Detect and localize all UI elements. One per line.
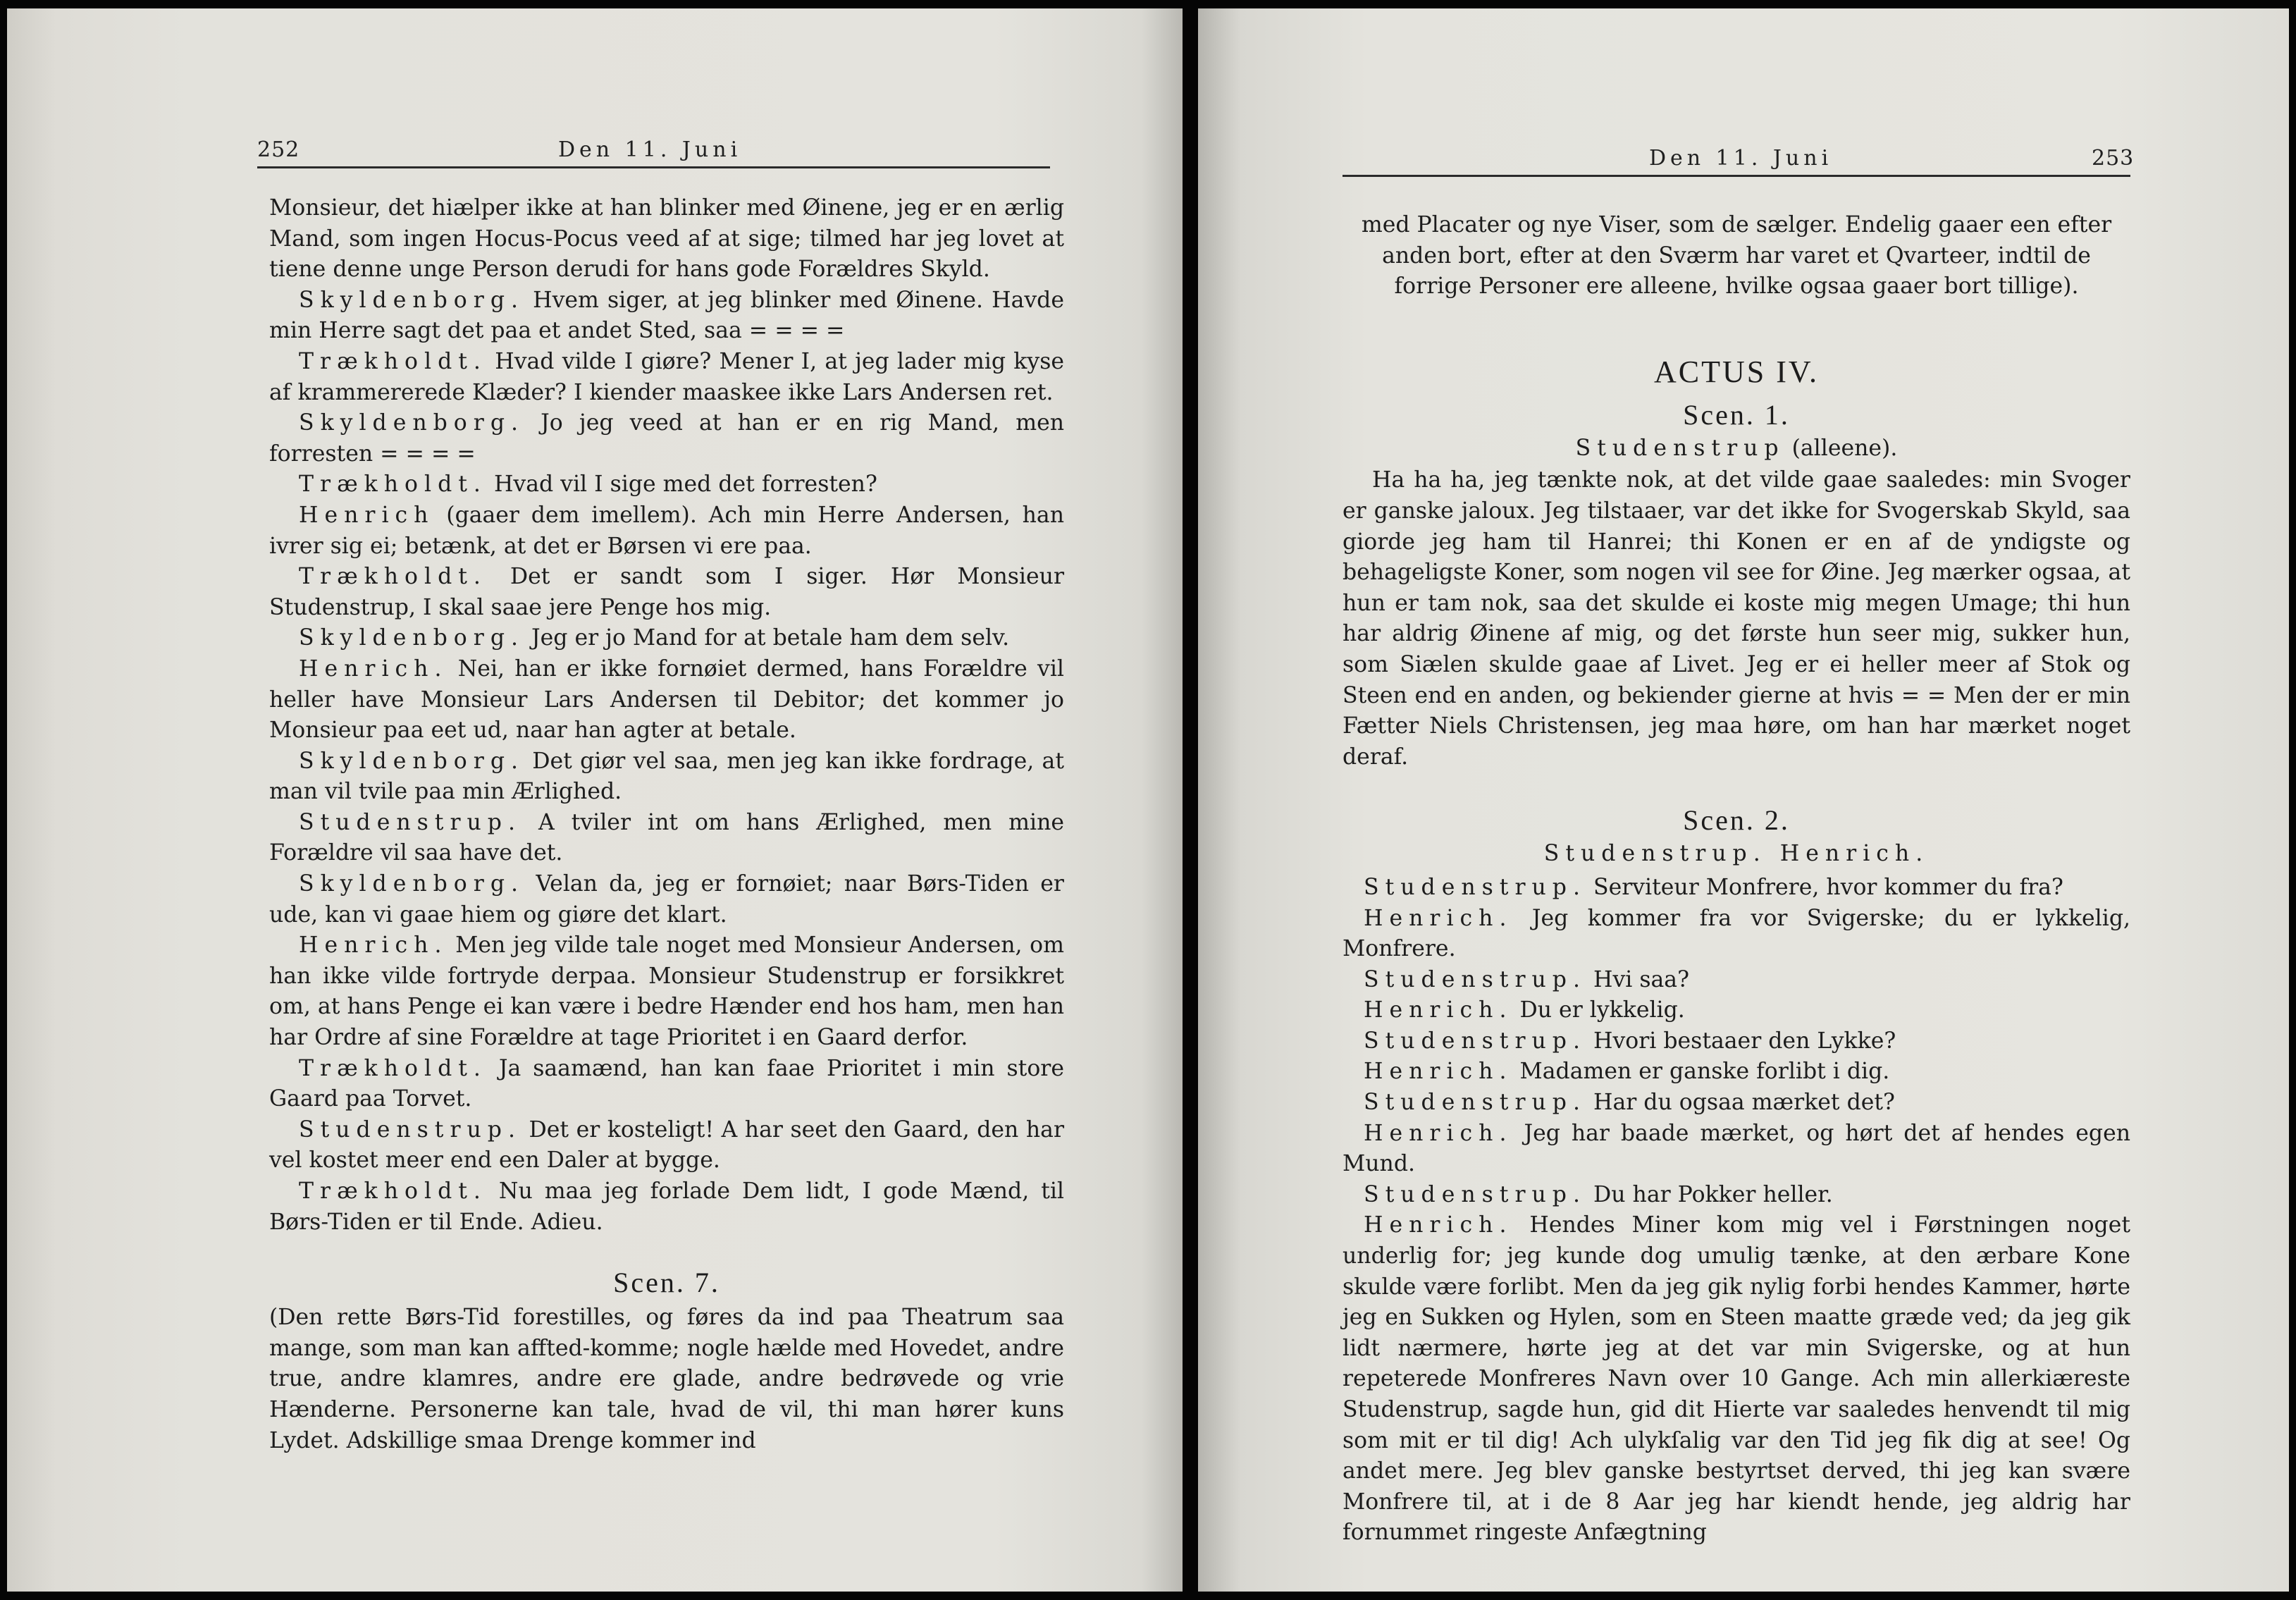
speaker-name: Studenstrup. (1364, 966, 1586, 992)
line-text: Hvad vil I sige med det forresten? (493, 472, 877, 498)
line-text: Hendes Miner kom mig vel i Førstningen noget underlig for; jeg kunde dog umulig tænke, at den ærbare Kone skulde være forlibt. Men da jeg gik nylig forbi hendes Kammer, hørte jeg en Sukken og Hylen, som en Steen maatte græde ved; da jeg gik lidt nærmere, hørte jeg at det var min Svigerske, og at hun repeterede Monfreres Navn over 10 Gange. Ach min allerkiæreste Studenstrup, sagde hun, gid dit Hierte var saaledes henvendt til mig som mit er til dig! Ach ulykſalig var den Tid jeg fik dig at see! Og andet mere. Jeg blev ganske bestyrtset derved, thi jeg kan svære Monfrere til, at i de 8 Aar jeg har kiendt hende, jeg aldrig har fornummet ringeste Anfægtning (1343, 1212, 2130, 1546)
line-text: Jeg er jo Mand for at betale ham dem selv. (531, 625, 1010, 651)
dialog-paragraph (1343, 1210, 2130, 1549)
line-text: Det giør vel saa, men jeg kan ikke fordrage, at man vil tvile paa min Ærlighed. (269, 748, 1065, 805)
running-title: Den 11. Juni (558, 137, 742, 162)
dialog-paragraph (1343, 1088, 2130, 1119)
speaker-name: Henrich. (299, 656, 448, 682)
header-rule (257, 166, 1050, 168)
scene-1-cast-name: Studenstrup (1575, 435, 1785, 461)
dialog-paragraph (1343, 873, 2130, 904)
left-paragraph (269, 1115, 1064, 1176)
dialog-paragraph (1343, 995, 2130, 1026)
speaker-name: Henrich. (1364, 997, 1513, 1023)
left-paragraph (269, 746, 1064, 808)
dialog-paragraph (1343, 1180, 2130, 1211)
right-body-text (1343, 210, 2130, 1549)
left-paragraph (269, 869, 1064, 930)
line-text: Monsieur, det hiælper ikke at han blinker med Øinene, jeg er en ærlig Mand, som ingen Hocus-Pocus veed af at sige; tilmed har jeg lovet at tiene denne unge Person derudi for hans gode Forældres Skyld. (269, 195, 1064, 283)
left-paragraph (269, 623, 1064, 654)
scene-1-cast (1343, 433, 2130, 464)
scene-1-heading: Scen. 1. (1683, 398, 1790, 431)
line-text: Serviteur Monfrere, hvor kommer du fra? (1593, 874, 2063, 900)
speaker-name: Studenstrup. (299, 809, 521, 835)
speaker-name: Studenstrup. (1364, 1181, 1586, 1207)
speaker-name: Skyldenborg. (299, 748, 524, 774)
speaker-name: Henrich. (1364, 1212, 1513, 1238)
left-paragraph (269, 469, 1064, 500)
scene-2-heading: Scen. 2. (1683, 804, 1790, 837)
speaker-name: Studenstrup. (299, 1116, 521, 1143)
line-text: Jo jeg veed at han er en rig Mand, men forresten = = = = (269, 410, 1065, 467)
scene-7-heading: Scen. 7. (613, 1267, 720, 1299)
dialog-paragraph (1343, 1026, 2130, 1057)
page-number-right: 253 (2092, 146, 2135, 171)
left-paragraph (269, 930, 1064, 1053)
line-text: Jeg kommer fra vor Svigerske; du er lykkelig, Monfrere. (1343, 905, 2130, 962)
line-text: Det er sandt som I siger. Hør Monsieur Studenstrup, I skal saae jere Penge hos mig. (269, 564, 1064, 620)
speaker-name: Skyldenborg. (299, 625, 524, 651)
right-page (1198, 8, 2289, 1592)
speaker-name: Trækholdt. (299, 564, 487, 590)
speaker-name: Henrich. (1364, 905, 1513, 931)
dialog-paragraph (1343, 1119, 2130, 1180)
line-text: Har du ogsaa mærket det? (1593, 1090, 1895, 1116)
scene-2-cast: Studenstrup. Henrich. (1543, 841, 1930, 867)
left-paragraph (269, 1176, 1064, 1238)
act-heading: ACTUS IV. (1653, 354, 1819, 389)
line-text: Nu maa jeg forlade Dem lidt, I gode Mænd, til Børs-Tiden er til Ende. Adieu. (269, 1179, 1065, 1235)
scene-1-monologue: Ha ha ha, jeg tænkte nok, at det vilde gaae saaledes: min Svoger er ganske jaloux. Jeg tilstaaer, var det ikke for Svogerskab Skyld, saa giorde jeg ham til Hanrei; thi Konen er en af de yndigste og behageligste Koner, som nogen vil see for Øine. Jeg mærker ogsaa, at hun er tam nok, saa det skulde ei koste mig megen Umage; thi hun har aldrig Øinene af mig, og det første hun seer mig, sukker hun, som Siælen skulde gaae af Livet. Jeg er ei heller meer af Stok og Steen end en anden, og bekiender gierne at hvis = = Men der er min Fætter Niels Christensen, jeg maa høre, om han har mærket noget deraf. (1343, 467, 2130, 770)
dialog-paragraph (1343, 965, 2130, 996)
scene-7-text: (Den rette Børs-Tid forestilles, og føres da ind paa Theatrum saa mange, som man kan affted-komme; nogle hælde med Hovedet, andre true, andre klamres, andre ere glade, andre bedrøvede og vrie Hænderne. Personerne kan tale, hvad de vil, thi man hører kuns Lydet. Adskillige smaa Drenge kommer ind (269, 1305, 1064, 1453)
line-text: Nei, han er ikke fornøiet dermed, hans Forældre vil heller have Monsieur Lars Andersen til Debitor; det kommer jo Monsieur paa eet ud, naar han agter at betale. (269, 656, 1064, 744)
line-text: Ja saamænd, han kan faae Prioritet i min store Gaard paa Torvet. (269, 1055, 1064, 1112)
left-paragraph (269, 347, 1064, 408)
speaker-name: Studenstrup. (1364, 874, 1586, 900)
line-text: (gaaer dem imellem). Ach min Herre Andersen, han ivrer sig ei; betænk, at det er Børsen vi ere paa. (269, 502, 1064, 559)
speaker-name: Studenstrup. (1364, 1090, 1586, 1116)
line-text: Du er lykkelig. (1519, 997, 1685, 1023)
speaker-name: Trækholdt. (299, 1055, 487, 1081)
left-paragraph (269, 500, 1064, 562)
line-text: Du har Pokker heller. (1593, 1181, 1833, 1207)
speaker-name: Trækholdt. (299, 472, 487, 498)
line-text: Hvi saa? (1593, 966, 1689, 992)
line-text: Velan da, jeg er fornøiet; naar Børs-Tiden er ude, kan vi gaae hiem og giøre det klart. (269, 871, 1064, 928)
left-paragraph (269, 285, 1064, 347)
left-body-text (269, 193, 1064, 1456)
scene-2-dialog (1343, 873, 2130, 1549)
line-text: Det er kosteligt! A har seet den Gaard, den har vel kostet meer end een Daler at bygge. (269, 1116, 1064, 1174)
left-paragraph (269, 654, 1064, 746)
left-paragraphs (269, 193, 1064, 1238)
left-paragraph (269, 1054, 1064, 1115)
left-paragraph (269, 562, 1064, 623)
speaker-name: Skyldenborg. (299, 287, 524, 313)
dialog-paragraph (1343, 904, 2130, 965)
speaker-name: Skyldenborg. (299, 410, 524, 436)
left-paragraph (269, 193, 1064, 285)
speaker-name: Henrich. (1364, 1120, 1513, 1146)
speaker-name: Trækholdt. (299, 1179, 487, 1204)
line-text: Jeg har baade mærket, og hørt det af hendes egen Mund. (1343, 1120, 2130, 1177)
speaker-name: Henrich (299, 502, 435, 528)
page-number: 252 (257, 137, 300, 162)
speaker-name: Trækholdt. (299, 348, 487, 374)
running-title-right: Den 11. Juni (1649, 146, 1833, 171)
line-text: A tviler int om hans Ærlighed, men mine Forældre vil saa have det. (269, 809, 1065, 866)
header-rule-right (1343, 175, 2130, 177)
line-text: Hvad vilde I giøre? Mener I, at jeg lader mig kyse af krammererede Klæder? I kiender maaskee ikke Lars Andersen ret. (269, 348, 1064, 405)
speaker-name: Skyldenborg. (299, 871, 524, 897)
left-paragraph (269, 408, 1064, 469)
speaker-name: Studenstrup. (1364, 1028, 1586, 1054)
scene-1-cast-note: (alleene). (1791, 435, 1898, 461)
line-text: Hvori bestaaer den Lykke? (1593, 1028, 1896, 1054)
left-page (7, 8, 1183, 1592)
speaker-name: Henrich. (1364, 1059, 1513, 1085)
line-text: Madamen er ganske forlibt i dig. (1519, 1059, 1890, 1085)
line-text: Men jeg vilde tale noget med Monsieur Andersen, om han ikke vilde fortryde derpaa. Monsieur Studenstrup er forsikkret om, at hans Penge ei kan være i bedre Hænder end hos ham, men han har Ordre af sine Forældre at tage Prioritet i en Gaard derfor. (269, 933, 1064, 1051)
stage-direction-continued: med Placater og nye Viser, som de sælger. Endelig gaaer een efter anden bort, efter at den Sværm har varet et Qvarteer, indtil de forrige Personer ere alleene, hvilke ogsaa gaaer bort tillige). (1361, 212, 2112, 300)
left-paragraph (269, 808, 1064, 869)
dialog-paragraph (1343, 1057, 2130, 1088)
line-text: Hvem siger, at jeg blinker med Øinene. Havde min Herre sagt det paa et andet Sted, saa = = = = (269, 287, 1064, 344)
speaker-name: Henrich. (299, 933, 448, 959)
